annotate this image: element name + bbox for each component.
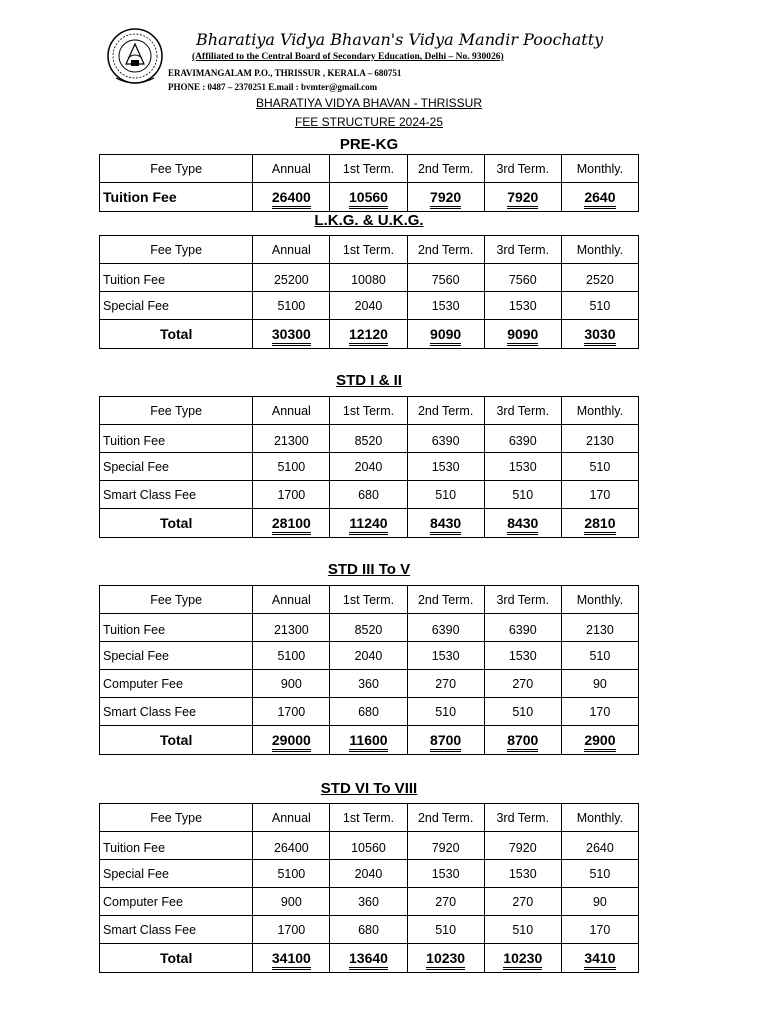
table-row <box>100 832 639 860</box>
total-amount-cell <box>253 944 330 973</box>
section-title: STD I & II <box>336 372 402 389</box>
amount-cell: 2040 <box>330 292 407 320</box>
column-header: 2nd Term. <box>407 804 484 832</box>
table-header-row <box>100 586 639 614</box>
column-header: Annual <box>253 236 330 264</box>
table-header-row <box>100 397 639 425</box>
amount-cell: 2040 <box>330 453 407 481</box>
total-amount-cell <box>484 944 561 973</box>
amount-cell: 2040 <box>330 642 407 670</box>
table-row <box>100 481 639 509</box>
fee-type-cell: Special Fee <box>100 292 253 320</box>
table-header-row <box>100 236 639 264</box>
table-row <box>100 292 639 320</box>
amount-cell: 510 <box>484 481 561 509</box>
total-row <box>100 944 639 973</box>
amount-cell: 7560 <box>484 264 561 292</box>
amount-cell: 5100 <box>253 292 330 320</box>
school-name: Bharatiya Vidya Bhavan's Vidya Mandir Poochatty <box>196 30 604 49</box>
total-amount: 30300 <box>272 326 311 346</box>
amount-cell: 680 <box>330 698 407 726</box>
amount-cell: 170 <box>561 481 638 509</box>
column-header: Fee Type <box>100 586 253 614</box>
total-amount-cell <box>561 320 638 349</box>
fee-table <box>99 154 639 212</box>
total-amount-cell <box>253 509 330 538</box>
amount-cell: 1530 <box>407 292 484 320</box>
amount-cell: 1530 <box>484 860 561 888</box>
amount-cell: 5100 <box>253 453 330 481</box>
total-amount-cell <box>407 320 484 349</box>
table-header-row <box>100 804 639 832</box>
total-row <box>100 320 639 349</box>
amount-cell: 5100 <box>253 860 330 888</box>
amount-cell: 7920 <box>484 832 561 860</box>
amount-cell: 2040 <box>330 860 407 888</box>
amount-cell: 680 <box>330 916 407 944</box>
column-header: 1st Term. <box>330 155 407 183</box>
total-amount-cell <box>407 509 484 538</box>
amount-cell: 8520 <box>330 425 407 453</box>
total-amount-cell <box>253 320 330 349</box>
amount-cell: 510 <box>561 292 638 320</box>
total-amount: 9090 <box>507 326 538 346</box>
column-header: 2nd Term. <box>407 236 484 264</box>
total-label-cell: Total <box>100 944 253 973</box>
amount-cell: 1700 <box>253 916 330 944</box>
fee-table <box>99 396 639 538</box>
fee-type-cell: Smart Class Fee <box>100 698 253 726</box>
column-header: 3rd Term. <box>484 397 561 425</box>
column-header: Annual <box>253 586 330 614</box>
total-amount: 29000 <box>272 732 311 752</box>
amount-cell: 26400 <box>253 832 330 860</box>
total-amount-cell <box>484 509 561 538</box>
section-title: STD VI To VIII <box>320 780 418 797</box>
table-row <box>100 264 639 292</box>
table-header-row <box>100 155 639 183</box>
column-header: Fee Type <box>100 804 253 832</box>
total-amount-cell <box>561 509 638 538</box>
total-amount: 9090 <box>430 326 461 346</box>
column-header: Fee Type <box>100 155 253 183</box>
school-emblem-icon <box>106 26 164 88</box>
fee-table <box>99 235 639 349</box>
total-amount: 13640 <box>349 950 388 970</box>
amount-cell: 7920 <box>407 832 484 860</box>
total-label-cell: Total <box>100 509 253 538</box>
amount-cell: 360 <box>330 670 407 698</box>
total-amount-cell <box>561 726 638 755</box>
amount-cell: 21300 <box>253 614 330 642</box>
total-label-cell: Tuition Fee <box>100 183 253 212</box>
amount-cell: 680 <box>330 481 407 509</box>
fee-type-cell: Special Fee <box>100 453 253 481</box>
amount-cell: 1530 <box>407 453 484 481</box>
table-row <box>100 860 639 888</box>
amount-cell: 6390 <box>407 425 484 453</box>
total-amount: 11240 <box>349 515 387 535</box>
fee-structure-title: FEE STRUCTURE 2024-25 <box>294 115 444 129</box>
total-amount: 12120 <box>349 326 388 346</box>
total-row <box>100 509 639 538</box>
address-line: ERAVIMANGALAM P.O., THRISSUR , KERALA – 680751 <box>168 68 402 78</box>
amount-cell: 6390 <box>484 425 561 453</box>
amount-cell: 21300 <box>253 425 330 453</box>
section-title: PRE-KG <box>339 136 399 153</box>
column-header: Annual <box>253 804 330 832</box>
amount-cell: 360 <box>330 888 407 916</box>
total-amount: 28100 <box>272 515 311 535</box>
amount-cell: 2130 <box>561 614 638 642</box>
total-amount: 7920 <box>507 189 538 209</box>
table-row <box>100 453 639 481</box>
fee-type-cell: Special Fee <box>100 860 253 888</box>
amount-cell: 1530 <box>484 642 561 670</box>
amount-cell: 900 <box>253 888 330 916</box>
amount-cell: 5100 <box>253 642 330 670</box>
amount-cell: 510 <box>407 698 484 726</box>
column-header: 3rd Term. <box>484 236 561 264</box>
amount-cell: 510 <box>561 453 638 481</box>
affiliation-line: (Affiliated to the Central Board of Secondary Education, Delhi – No. 930026) <box>192 52 504 62</box>
total-amount-cell <box>253 726 330 755</box>
total-amount-cell <box>330 726 407 755</box>
total-amount: 8430 <box>507 515 538 535</box>
column-header: Fee Type <box>100 236 253 264</box>
fee-type-cell: Tuition Fee <box>100 832 253 860</box>
section-title: L.K.G. & U.K.G. <box>314 212 424 229</box>
amount-cell: 1700 <box>253 481 330 509</box>
fee-type-cell: Smart Class Fee <box>100 481 253 509</box>
total-row <box>100 183 639 212</box>
amount-cell: 90 <box>561 888 638 916</box>
total-amount-cell <box>484 183 561 212</box>
total-amount: 7920 <box>430 189 461 209</box>
amount-cell: 10560 <box>330 832 407 860</box>
total-amount: 8700 <box>507 732 538 752</box>
amount-cell: 8520 <box>330 614 407 642</box>
phone-email-line: PHONE : 0487 – 2370251 E.mail : bvmter@gmail.com <box>168 82 378 92</box>
amount-cell: 2520 <box>561 264 638 292</box>
amount-cell: 25200 <box>253 264 330 292</box>
column-header: 1st Term. <box>330 397 407 425</box>
amount-cell: 2130 <box>561 425 638 453</box>
amount-cell: 270 <box>407 670 484 698</box>
column-header: 3rd Term. <box>484 586 561 614</box>
total-amount: 11600 <box>349 732 387 752</box>
organization-line: BHARATIYA VIDYA BHAVAN - THRISSUR <box>255 96 483 110</box>
total-amount-cell <box>330 509 407 538</box>
amount-cell: 1530 <box>407 860 484 888</box>
amount-cell: 1530 <box>484 453 561 481</box>
amount-cell: 1530 <box>484 292 561 320</box>
table-row <box>100 642 639 670</box>
total-amount-cell <box>407 944 484 973</box>
amount-cell: 900 <box>253 670 330 698</box>
column-header: 2nd Term. <box>407 155 484 183</box>
total-amount: 26400 <box>272 189 311 209</box>
amount-cell: 7560 <box>407 264 484 292</box>
fee-type-cell: Tuition Fee <box>100 614 253 642</box>
table-row <box>100 614 639 642</box>
column-header: 3rd Term. <box>484 155 561 183</box>
amount-cell: 10080 <box>330 264 407 292</box>
total-amount-cell <box>407 726 484 755</box>
total-amount-cell <box>484 320 561 349</box>
total-amount: 10230 <box>503 950 542 970</box>
column-header: Fee Type <box>100 397 253 425</box>
column-header: 1st Term. <box>330 586 407 614</box>
table-row <box>100 888 639 916</box>
column-header: 2nd Term. <box>407 397 484 425</box>
fee-table <box>99 585 639 755</box>
total-amount: 10230 <box>426 950 465 970</box>
total-amount: 8430 <box>430 515 461 535</box>
amount-cell: 270 <box>484 888 561 916</box>
fee-type-cell: Tuition Fee <box>100 425 253 453</box>
amount-cell: 1530 <box>407 642 484 670</box>
amount-cell: 6390 <box>407 614 484 642</box>
amount-cell: 1700 <box>253 698 330 726</box>
section-title: STD III To V <box>327 561 411 578</box>
total-amount-cell <box>330 183 407 212</box>
table-row <box>100 425 639 453</box>
letterhead <box>0 0 768 135</box>
column-header: 1st Term. <box>330 236 407 264</box>
column-header: 2nd Term. <box>407 586 484 614</box>
amount-cell: 90 <box>561 670 638 698</box>
amount-cell: 270 <box>407 888 484 916</box>
total-amount: 2900 <box>584 732 615 752</box>
total-amount: 2810 <box>584 515 615 535</box>
fee-type-cell: Tuition Fee <box>100 264 253 292</box>
amount-cell: 6390 <box>484 614 561 642</box>
total-amount: 8700 <box>430 732 461 752</box>
total-amount: 10560 <box>349 189 388 209</box>
column-header: Monthly. <box>561 155 638 183</box>
column-header: Annual <box>253 155 330 183</box>
total-amount: 3410 <box>584 950 615 970</box>
table-row <box>100 698 639 726</box>
total-amount: 34100 <box>272 950 311 970</box>
amount-cell: 510 <box>484 698 561 726</box>
column-header: 1st Term. <box>330 804 407 832</box>
amount-cell: 170 <box>561 916 638 944</box>
amount-cell: 510 <box>484 916 561 944</box>
column-header: Monthly. <box>561 586 638 614</box>
amount-cell: 270 <box>484 670 561 698</box>
table-row <box>100 916 639 944</box>
total-amount-cell <box>253 183 330 212</box>
fee-table <box>99 803 639 973</box>
total-amount-cell <box>561 944 638 973</box>
total-amount-cell <box>484 726 561 755</box>
table-row <box>100 670 639 698</box>
amount-cell: 170 <box>561 698 638 726</box>
total-amount: 3030 <box>584 326 615 346</box>
amount-cell: 510 <box>561 642 638 670</box>
column-header: Monthly. <box>561 236 638 264</box>
fee-type-cell: Special Fee <box>100 642 253 670</box>
total-amount-cell <box>407 183 484 212</box>
fee-type-cell: Smart Class Fee <box>100 916 253 944</box>
column-header: 3rd Term. <box>484 804 561 832</box>
fee-type-cell: Computer Fee <box>100 670 253 698</box>
total-row <box>100 726 639 755</box>
total-label-cell: Total <box>100 726 253 755</box>
amount-cell: 2640 <box>561 832 638 860</box>
total-amount-cell <box>330 944 407 973</box>
total-amount-cell <box>561 183 638 212</box>
total-amount: 2640 <box>584 189 615 209</box>
column-header: Monthly. <box>561 804 638 832</box>
total-label-cell: Total <box>100 320 253 349</box>
amount-cell: 510 <box>407 481 484 509</box>
total-amount-cell <box>330 320 407 349</box>
amount-cell: 510 <box>407 916 484 944</box>
fee-type-cell: Computer Fee <box>100 888 253 916</box>
column-header: Monthly. <box>561 397 638 425</box>
column-header: Annual <box>253 397 330 425</box>
amount-cell: 510 <box>561 860 638 888</box>
